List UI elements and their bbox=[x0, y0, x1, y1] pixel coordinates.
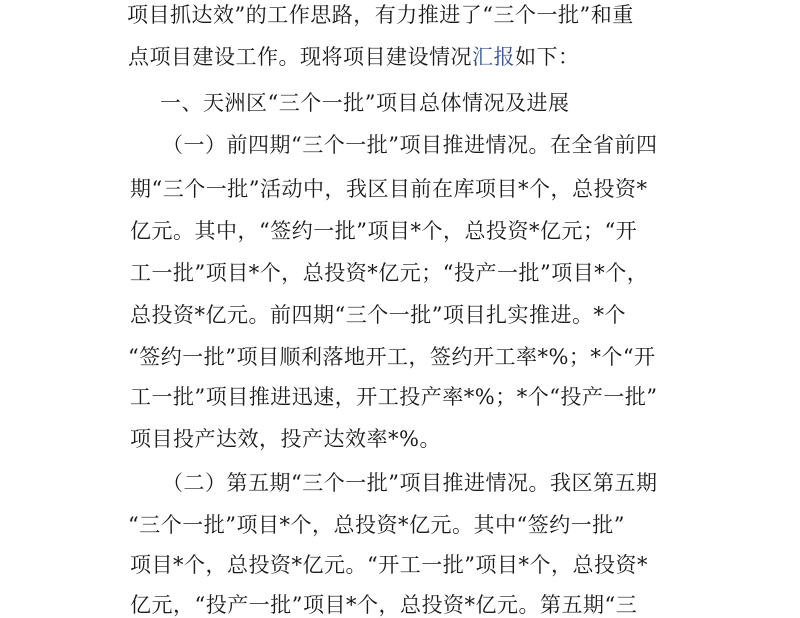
intro-text-1: 项目抓达效”的工作思路，有力推进了“三个一批”和重 bbox=[127, 3, 634, 27]
subsection1-text-7: 工一批”项目推进迅速，开工投产率*%；*个“投产一批” bbox=[130, 385, 658, 409]
subsection1-text-6: “签约一批”项目顺利落地开工，签约开工率*%；*个“开 bbox=[128, 345, 656, 369]
subsection1-line-3 bbox=[130, 218, 637, 244]
intro-text-2a: 点项目建设工作。现将项目建设情况 bbox=[128, 45, 472, 69]
subsection1-text-4: 工一批”项目*个，总投资*亿元；“投产一批”项目*个， bbox=[130, 261, 649, 285]
subsection2-text-3: 项目*个，总投资*亿元。“开工一批”项目*个，总投资* bbox=[130, 553, 648, 577]
highlight-text: 汇报 bbox=[472, 45, 515, 69]
intro-line-1 bbox=[127, 2, 634, 28]
subsection1-line-5 bbox=[130, 302, 626, 328]
subsection2-line-2 bbox=[128, 512, 625, 538]
subsection2-text-2: “三个一批”项目*个，总投资*亿元。其中“签约一批” bbox=[128, 513, 625, 537]
subsection2-text-1: （二）第五期“三个一批”项目推进情况。我区第五期 bbox=[162, 471, 658, 495]
intro-line-2 bbox=[128, 44, 580, 70]
subsection2-line-3 bbox=[130, 552, 648, 578]
subsection2-line-1 bbox=[162, 470, 657, 496]
subsection1-text-2: 期“三个一批”活动中，我区目前在库项目*个，总投资* bbox=[130, 177, 648, 201]
section-heading bbox=[160, 90, 569, 116]
subsection1-line-7 bbox=[130, 384, 658, 410]
subsection2-text-4: 亿元，“投产一批”项目*个，总投资*亿元。第五期“三 bbox=[130, 593, 638, 617]
subsection1-text-8: 项目投产达效，投产达效率*%。 bbox=[130, 427, 441, 451]
subsection1-text-3: 亿元。其中，“签约一批”项目*个，总投资*亿元；“开 bbox=[130, 219, 638, 243]
section-heading-text: 一、天洲区“三个一批”项目总体情况及进展 bbox=[160, 91, 570, 115]
subsection1-text-5: 总投资*亿元。前四期“三个一批”项目扎实推进。*个 bbox=[130, 303, 626, 327]
subsection1-line-6 bbox=[128, 344, 656, 370]
subsection1-line-2 bbox=[130, 176, 647, 202]
subsection2-line-4 bbox=[130, 592, 637, 618]
subsection1-line-4 bbox=[130, 260, 648, 286]
subsection1-text-1: （一）前四期“三个一批”项目推进情况。在全省前四 bbox=[162, 133, 658, 157]
subsection1-line-1 bbox=[162, 132, 657, 158]
intro-text-2b: 如下： bbox=[515, 45, 580, 69]
subsection1-line-8 bbox=[130, 426, 441, 452]
